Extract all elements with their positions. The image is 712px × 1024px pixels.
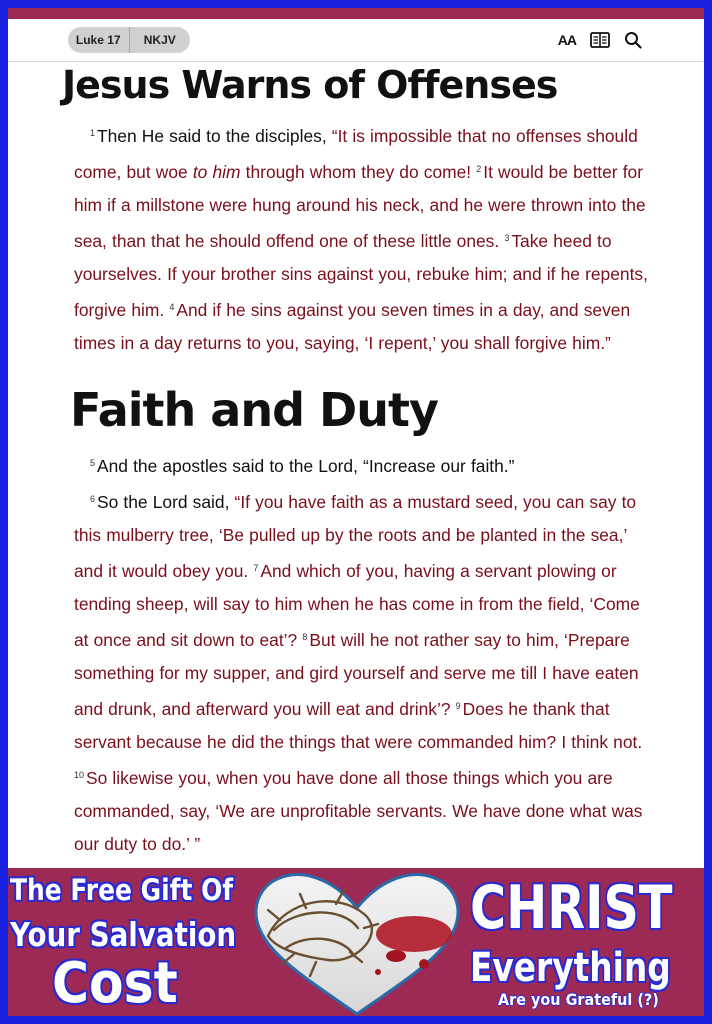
version-button[interactable]: NKJV [129, 27, 191, 53]
search-icon[interactable] [624, 29, 642, 51]
verse-number[interactable]: 6 [90, 494, 96, 504]
verses-5-10 [74, 447, 652, 861]
verse-text: Then He said to the disciples, [97, 126, 332, 146]
toolbar-actions [558, 29, 642, 51]
verse-number[interactable]: 10 [74, 770, 85, 780]
verses-1-4 [74, 117, 652, 360]
paragraph-1 [74, 117, 652, 360]
top-accent-bar [8, 8, 704, 19]
paragraph-3 [74, 483, 652, 861]
heart-crown-of-thorns-icon [246, 868, 468, 1016]
verse-number[interactable]: 8 [302, 632, 308, 642]
passage-selector[interactable] [68, 27, 190, 53]
verse-number[interactable]: 7 [253, 563, 259, 573]
banner-line-grateful: Are you Grateful (?) [498, 990, 659, 1009]
promo-banner [8, 868, 704, 1016]
verse-text: So the Lord said, [97, 492, 235, 512]
section-heading-offenses: Jesus Warns of Offenses [62, 63, 558, 107]
text-size-label: AA [557, 32, 576, 48]
words-of-christ: Does he thank that servant because he did the things that were commanded him? I think not. [74, 699, 643, 752]
banner-line-everything: Everything [470, 945, 671, 991]
italic-supplied-words: to him [192, 162, 241, 182]
book-chapter-button[interactable]: Luke 17 [75, 33, 121, 47]
verse-text: And the apostles said to the Lord, “Increase our faith.” [97, 456, 515, 476]
verse-number[interactable]: 9 [455, 701, 461, 711]
verse-number[interactable]: 1 [90, 128, 96, 138]
words-of-christ: So likewise you, when you have done all those things which you are commanded, say, ‘We are unprofitable servants. We have done what was our duty to do.’ ” [74, 768, 643, 854]
banner-line-free-gift: The Free Gift Of [10, 873, 234, 907]
banner-line-cost: Cost [52, 951, 178, 1016]
verse-number[interactable]: 4 [169, 302, 175, 312]
words-of-christ: And which of you, having a servant plowing or tending sheep, will say to him when he has come in from the field, ‘Come at once and sit down to eat’? [74, 561, 640, 650]
banner-line-salvation: Your Salvation [10, 915, 237, 954]
section-heading-faith-duty: Faith and Duty [70, 383, 438, 437]
words-of-christ: But will he not rather say to him, ‘Prepare something for my supper, and gird yourself and serve me till I have eaten and drunk, and afterward you will eat and drink’? [74, 630, 639, 719]
words-of-christ: “If you have faith as a mustard seed, you can say to this mulberry tree, ‘Be pulled up by the roots and be planted in the sea,’ and it would obey you. [74, 492, 637, 581]
words-of-christ: through whom they do come! [240, 162, 477, 182]
paragraph-2 [74, 447, 652, 483]
reader-toolbar [8, 19, 704, 62]
words-of-christ: “It is impossible that no offenses should come, but woe [74, 126, 638, 182]
verse-number[interactable]: 2 [476, 164, 482, 174]
text-size-icon[interactable] [558, 29, 576, 51]
verse-number[interactable]: 5 [90, 458, 96, 468]
banner-line-christ: CHRIST [470, 873, 673, 943]
words-of-christ: Take heed to yourselves. If your brother sins against you, rebuke him; and if he repents, forgive him. [74, 231, 648, 320]
words-of-christ: It would be better for him if a millstone were hung around his neck, and he were thrown into the sea, than that he should offend one of these little ones. [74, 162, 646, 251]
verse-number[interactable]: 3 [504, 233, 510, 243]
words-of-christ: And if he sins against you seven times in a day, and seven times in a day returns to you, saying, ‘I repent,’ you shall forgive him.” [74, 300, 631, 353]
book-icon[interactable] [590, 29, 610, 51]
reader-window [8, 8, 704, 1016]
